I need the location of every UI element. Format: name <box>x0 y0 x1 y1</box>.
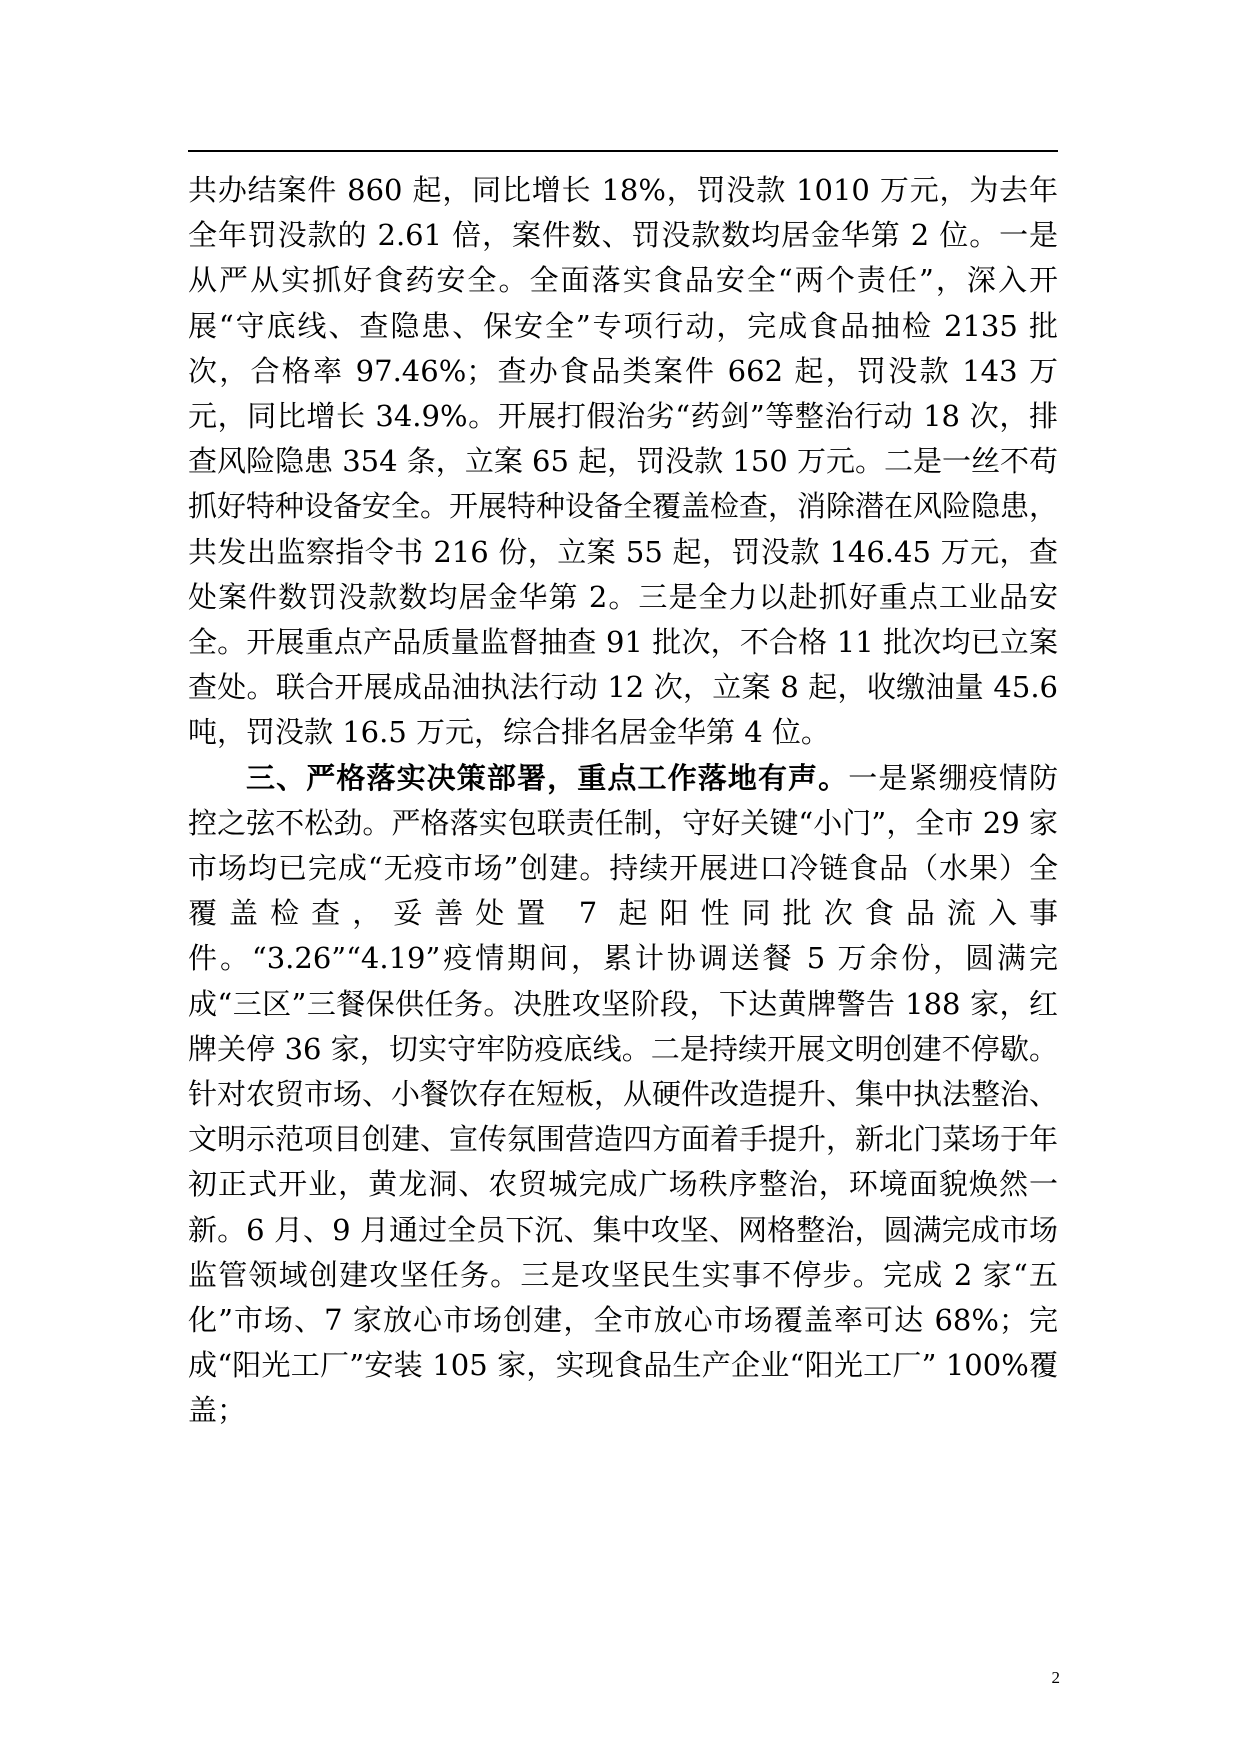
paragraph-continuation <box>188 168 1058 756</box>
section-heading: 三、严格落实决策部署，重点工作落地有声。 <box>246 760 849 795</box>
paragraph-section-three <box>188 756 1058 1434</box>
page-number: 2 <box>1051 1668 1060 1687</box>
paragraph-text: 共办结案件 860 起，同比增长 18%，罚没款 1010 万元，为去年全年罚没款的 2.61 倍，案件数、罚没款数均居金华第 2 位。一是从严从实抓好食药安全。全面落实食品安全“两个责任”，深入开展“守底线、查隐患、保安全”专项行动，完成食品抽检 2135 批次，合格率 97.46%；查办食品类案件 662 起，罚没款 143 万元，同比增长 34.9%。开展打假治劣“药剑”等整治行动 18 次，排查风险隐患 354 条，立案 65 起，罚没款 150 万元。二是一丝不苟抓好特种设备安全。开展特种设备全覆盖检查，消除潜在风险隐患，共发出监察指令书 216 份，立案 55 起，罚没款 146.45 万元，查处案件数罚没款数均居金华第 2。三是全力以赴抓好重点工业品安全。开展重点产品质量监督抽查 91 批次，不合格 11 批次均已立案查处。联合开展成品油执法行动 12 次，立案 8 起，收缴油量 45.6 吨，罚没款 16.5 万元，综合排名居金华第 4 位。 <box>188 173 1059 750</box>
paragraph-text: 一是紧绷疫情防控之弦不松劲。严格落实包联责任制，守好关键“小门”，全市 29 家市场均已完成“无疫市场”创建。持续开展进口冷链食品（水果）全覆盖检查，妥善处置 7 起阳性同批次食品流入事件。“3.26”“4.19”疫情期间，累计协调送餐 5 万余份，圆满完成“三区”三餐保供任务。决胜攻坚阶段，下达黄牌警告 188 家，红牌关停 36 家，切实守牢防疫底线。二是持续开展文明创建不停歇。针对农贸市场、小餐饮存在短板，从硬件改造提升、集中执法整治、文明示范项目创建、宣传氛围营造四方面着手提升，新北门菜场于年初正式开业，黄龙洞、农贸城完成广场秩序整治，环境面貌焕然一新。6 月、9 月通过全员下沉、集中攻坚、网格整治，圆满完成市场监管领域创建攻坚任务。三是攻坚民生实事不停步。完成 2 家“五化”市场、7 家放心市场创建，全市放心市场覆盖率可达 68%；完成“阳光工厂”安装 105 家，实现食品生产企业“阳光工厂” 100%覆盖； <box>188 760 1059 1428</box>
body-text <box>188 168 1058 1434</box>
header-rule <box>188 150 1058 152</box>
